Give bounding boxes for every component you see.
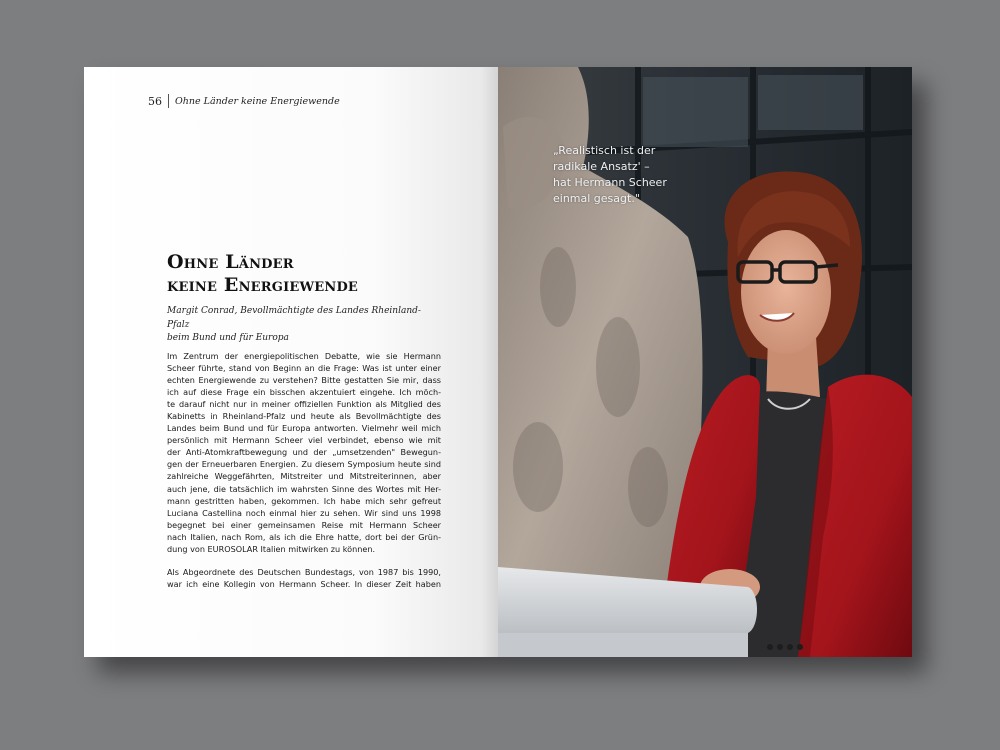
text-line: der Anti-Atomkraftbewegung und der „umsetzenden" Bewegun- (167, 447, 441, 458)
text-line: Kabinetts in Rheinland-Pfalz und heute als Bevollmächtigte des (167, 411, 441, 422)
byline-line: Margit Conrad, Bevollmächtigte des Landes Rheinland-Pfalz (167, 306, 421, 330)
right-page (498, 67, 912, 657)
text-line: begegnet bei einer gemeinsamen Reise mit Hermann Scheer (167, 519, 441, 530)
quote-line: radikale Ansatz' – (553, 160, 650, 173)
running-head (148, 94, 340, 108)
text-line: nach Italien, nach Rom, als ich die Ehre hatte, dort bei der Grün- (167, 531, 441, 542)
book-spread (84, 67, 912, 657)
chapter-title-line: Ohne Länder (167, 251, 294, 273)
text-line: echten Energiewende zu verstehen? Bitte gestatten Sie mir, dass (167, 375, 441, 386)
chapter-title-line: keine Energiewende (167, 274, 359, 296)
paragraph-2 (167, 566, 441, 590)
text-line: mann gestritten haben, gekommen. Ich habe mich sehr gefreut (167, 495, 441, 506)
body-text (167, 350, 441, 601)
text-line: zahlreiche Weggefährten, Mitstreiter und Mitstreiterinnen, aber (167, 471, 441, 482)
text-line: Luciana Castellina noch einmal hier zu sehen. Wir sind uns 1998 (167, 507, 441, 518)
running-head-divider (168, 94, 169, 108)
text-line: Landes beim Bund und für Europa antworten. Vielmehr weil mich (167, 423, 441, 434)
author-byline (167, 305, 427, 346)
text-line: Als Abgeordnete des Deutschen Bundestags, von 1987 bis 1990, (167, 566, 441, 577)
text-line: Im Zentrum der energiepolitischen Debatte, wie sie Hermann (167, 351, 441, 361)
quote-line: einmal gesagt." (553, 192, 640, 205)
text-line: dung von EUROSOLAR Italien mitwirken zu können. (167, 543, 376, 554)
text-line: ich auf diese Frage ein bisschen akzentuiert eingehe. Ich möch- (167, 387, 441, 398)
byline-line: beim Bund und für Europa (167, 333, 289, 343)
left-page (84, 67, 498, 657)
text-line: te darauf nicht nur in meiner offiziellen Funktion als Mitglied des (167, 399, 441, 410)
text-line: war ich eine Kollegin von Hermann Scheer. In dieser Zeit haben (167, 578, 441, 589)
page-number: 56 (148, 94, 162, 108)
paragraph-1 (167, 350, 441, 555)
text-line: auch jene, die tatsächlich im wahrsten Sinne des Wortes mit Her- (167, 483, 441, 494)
running-title: Ohne Länder keine Energiewende (175, 95, 340, 107)
text-line: persönlich mit Hermann Scheer viel verbindet, ebenso wie mit (167, 435, 441, 446)
text-line: gen der Erneuerbaren Energien. Zu diesem Symposium heute sind (167, 459, 441, 470)
quote-line: hat Hermann Scheer (553, 176, 667, 189)
pull-quote (553, 143, 693, 207)
quote-line: „Realistisch ist der (553, 144, 656, 157)
text-line: Scheer führte, stand von Beginn an die Frage: Was ist unter einer (167, 363, 441, 374)
chapter-title (167, 251, 358, 297)
